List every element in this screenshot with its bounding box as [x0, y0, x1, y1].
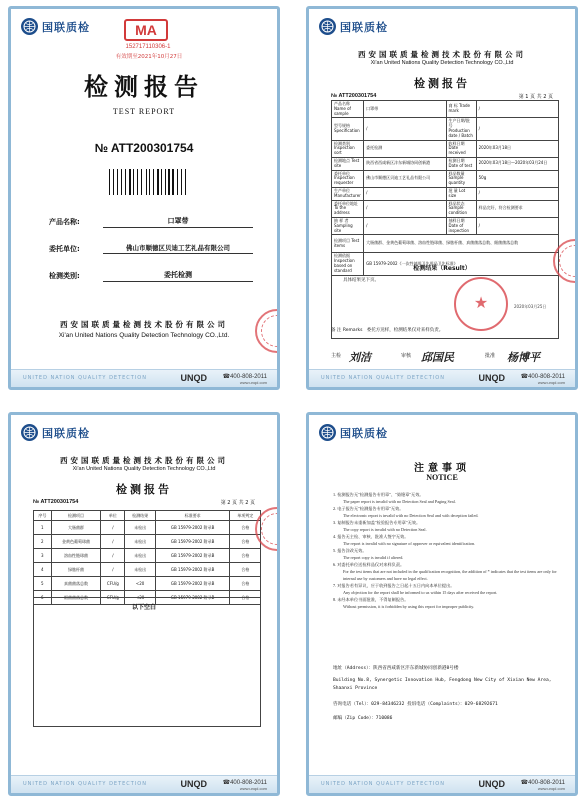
table-cell: / [101, 549, 125, 563]
barcode-bar [183, 169, 184, 195]
info-label: 委托单位地址 To the address [332, 200, 364, 217]
sign-label-inspector: 主检 [331, 353, 342, 359]
barcode-bar [147, 169, 148, 195]
table-row [34, 549, 261, 563]
page-indicator: 第 1 页 共 2 页 [518, 94, 553, 100]
table-cell: GB 15979-2002 附录B [155, 591, 230, 605]
info-row [332, 118, 559, 140]
barcode-bar [113, 169, 114, 195]
info-label: 样品状态 Sample condition [446, 200, 476, 217]
globe-logo-icon [319, 18, 336, 35]
signature-inspector: 刘洁 [349, 351, 371, 364]
barcode-bar [146, 169, 147, 195]
report-number: № ATT200301754 [33, 499, 79, 505]
table-cell: 真菌菌落总数 [51, 577, 101, 591]
table-row [34, 521, 261, 535]
info-row [332, 170, 559, 187]
barcode-bar [161, 169, 162, 195]
table-cell: 未检出 [125, 563, 156, 577]
notice-item-en: Any objection for the report shall be informed to us within 15 days after received the report. [343, 590, 498, 595]
table-cell: 未检出 [125, 521, 156, 535]
barcode-bar [133, 169, 134, 195]
globe-logo-icon [21, 424, 38, 441]
barcode-bar [167, 169, 168, 195]
info-value: / [364, 118, 446, 140]
cma-number: 152717110306-1 [125, 44, 171, 50]
info-row [332, 217, 559, 234]
table-cell: GB 15979-2002 附录B [155, 535, 230, 549]
company-name-en: Xi'an United Nations Quality Detection Technology CO.,Ltd. [58, 332, 230, 339]
info-value: / [364, 200, 446, 217]
field-value-product: 口罩带 [103, 216, 253, 228]
footer-logo: UNQD [478, 779, 505, 789]
notice-item-cn: 3. 复制报告未重新加盖"检验报告专用章"无效。 [333, 520, 421, 525]
barcode-bar [121, 169, 122, 195]
info-label: 收样日期 Date received [446, 140, 476, 157]
footer-phone: ☎400-808-2011 [222, 780, 267, 786]
brand-name: 国联质检 [42, 426, 90, 440]
info-label: 产品名称 Name of sample [332, 101, 364, 118]
info-value: / [364, 217, 446, 234]
barcode-bar [165, 169, 166, 195]
barcode-bar [175, 169, 176, 195]
company-name-cn: 西安国联质量检测技术股份有限公司 [358, 50, 526, 59]
report-title-en: TEST REPORT [112, 107, 176, 116]
address-cn: 地址（Address）：陕西省西咸新区沣东新城协同创新港8号楼 [333, 666, 459, 671]
info-value: 委托检测 [364, 140, 446, 157]
sign-label-reviewer: 审核 [401, 353, 412, 359]
report-results-page [8, 412, 280, 796]
info-row [332, 101, 559, 118]
info-label: 生产单位 Manufacturer [332, 187, 364, 200]
info-label: 委托单位 Inspection requester [332, 170, 364, 187]
report-number: № ATT200301754 [331, 93, 377, 99]
notice-item-cn: 7. 对报告若有异议，应于收到报告之日起十五日内向本单位提出。 [333, 583, 455, 588]
table-cell: <20 [125, 591, 156, 605]
stamp-date: 2020年03月25日 [514, 304, 547, 309]
table-cell: 5 [34, 577, 52, 591]
barcode-bar [179, 169, 180, 195]
table-row [34, 563, 261, 577]
table-cell: GB 15979-2002 附录B [155, 563, 230, 577]
notice-item-cn: 6. 对委托单位送检样品仅对来样负责。 [333, 562, 405, 567]
info-value: / [476, 187, 558, 200]
report-cover-page [8, 6, 280, 390]
notice-title-en: NOTICE [426, 473, 458, 482]
notice-item-cn: 2. 电子报告无"检测报告专用章"无效。 [333, 506, 404, 511]
info-value: GB 15979-2002《一次性使用卫生用品卫生标准》 [364, 253, 559, 275]
table-cell: 细菌菌落总数 [51, 591, 101, 605]
page-footer [309, 369, 575, 387]
barcode-bar [177, 169, 178, 195]
test-results-table [33, 510, 261, 605]
info-value: / [476, 101, 558, 118]
info-row [332, 140, 559, 157]
info-value: 大肠菌群、金黄色葡萄球菌、溶血性链球菌、绿脓杆菌、真菌菌落总数、细菌菌落总数 [364, 235, 559, 253]
info-value: 口罩带 [364, 101, 446, 118]
footer-web: www.unqd.com [239, 786, 267, 791]
table-cell: / [101, 535, 125, 549]
notice-title: 注意事项 [414, 463, 470, 474]
barcode-bar [139, 169, 140, 195]
table-cell: 2 [34, 535, 52, 549]
barcode-bar [127, 169, 128, 195]
info-value: / [476, 217, 558, 234]
report-number: № ATT200301754 [94, 141, 194, 155]
info-value: 陕西省西咸新区沣东新城协同创新港 [364, 157, 446, 170]
brand-header [319, 18, 388, 35]
info-row [332, 157, 559, 170]
info-value: / [364, 187, 446, 200]
table-cell: 未检出 [125, 549, 156, 563]
table-cell: / [101, 563, 125, 577]
barcode-bar [117, 169, 118, 195]
barcode-bar [157, 169, 159, 195]
barcode-bar [168, 169, 169, 195]
column-header: 序号 [34, 511, 52, 521]
table-cell: 4 [34, 563, 52, 577]
page-footer [11, 369, 277, 387]
info-label: 生产日期/批号 Production date / Batch [446, 118, 476, 140]
brand-name: 国联质检 [340, 426, 388, 440]
paging-seal [255, 309, 280, 353]
barcode-bar [143, 169, 145, 195]
report-title: 检测报告 [414, 77, 470, 90]
info-label: 检测日期 Date of test [446, 157, 476, 170]
barcode-bar [181, 169, 182, 195]
barcode [109, 169, 187, 195]
info-label: 抽 样 者 Sampling site [332, 217, 364, 234]
notice-item-cn: 8. 未经本单位书面批准，不得复制报告。 [333, 597, 409, 602]
footer-slogan: UNITED NATION QUALITY DETECTION [23, 375, 147, 381]
info-row [332, 235, 559, 253]
footer-web: www.unqd.com [537, 786, 565, 791]
table-cell: 6 [34, 591, 52, 605]
table-cell: 大肠菌群 [51, 521, 101, 535]
notice-item-en: The copy report is invalid with no Detection Seal. [343, 527, 427, 532]
table-row [34, 577, 261, 591]
barcode-bar [137, 169, 138, 195]
barcode-bar [135, 169, 136, 195]
table-cell: 金黄色葡萄球菌 [51, 535, 101, 549]
remarks-row [331, 327, 559, 333]
table-cell: <20 [125, 577, 156, 591]
company-name-cn: 西安国联质量检测技术股份有限公司 [60, 320, 228, 329]
signature-reviewer: 邱国民 [421, 351, 454, 364]
result-title: 检测结果（Result） [413, 265, 471, 272]
info-label: 检测依据 Inspection based on standard [332, 253, 364, 275]
table-row [34, 535, 261, 549]
brand-header [319, 424, 388, 441]
official-stamp [454, 277, 508, 331]
barcode-bar [160, 169, 161, 195]
report-title: 检测报告 [116, 483, 172, 496]
table-cell: 溶血性链球菌 [51, 549, 101, 563]
cma-valid-date: 有效期至2021年10月27日 [115, 54, 183, 60]
barcode-bar [172, 169, 174, 195]
brand-header [21, 18, 90, 35]
notice-item-cn: 5. 报告涂改无效。 [333, 548, 367, 553]
barcode-bar [186, 169, 187, 195]
info-label: 批 量 Lot size [446, 187, 476, 200]
footer-logo: UNQD [478, 373, 505, 383]
table-cell: 合格 [230, 591, 261, 605]
info-row [332, 200, 559, 217]
notice-page [306, 412, 578, 796]
sample-info-table [331, 100, 559, 276]
footer-web: www.unqd.com [239, 380, 267, 385]
notice-item-cn: 1. 检测报告无"检测报告专用章"、"骑缝章"无效。 [333, 492, 424, 497]
signature-approver: 杨博平 [507, 351, 540, 364]
field-value-category: 委托检测 [103, 270, 253, 282]
table-header-row [34, 511, 261, 521]
barcode-bar [123, 169, 124, 195]
page-footer [11, 775, 277, 793]
footer-slogan: UNITED NATION QUALITY DETECTION [23, 781, 147, 787]
footer-web: www.unqd.com [537, 380, 565, 385]
company-name-en: Xi'an United Nations Quality Detection Technology CO.,Ltd [370, 60, 514, 66]
info-value: 2020年03月18日 [476, 140, 558, 157]
column-header: 单项判定 [230, 511, 261, 521]
barcode-bar [119, 169, 120, 195]
table-cell: CFU/g [101, 591, 125, 605]
barcode-bar [163, 169, 164, 195]
page-indicator: 第 2 页 共 2 页 [220, 500, 255, 506]
footer-phone: ☎400-808-2011 [520, 374, 565, 380]
info-label: 型号规格 Specification [332, 118, 364, 140]
sign-label-approver: 批准 [485, 353, 496, 359]
table-cell: 合格 [230, 563, 261, 577]
footer-slogan: UNITED NATION QUALITY DETECTION [321, 781, 445, 787]
column-header: 检测结果 [125, 511, 156, 521]
barcode-bar [115, 169, 117, 195]
footer-phone: ☎400-808-2011 [222, 374, 267, 380]
table-cell: / [101, 521, 125, 535]
table-cell: GB 15979-2002 附录B [155, 549, 230, 563]
table-cell: 未检出 [125, 535, 156, 549]
address-en: Building No.8, Synergetic Innovation Hub, Fengdong New City of Xixian New Area, Shaanxi Province [333, 678, 552, 691]
field-label-category: 检测类别: [49, 272, 80, 280]
footer-slogan: UNITED NATION QUALITY DETECTION [321, 375, 445, 381]
page-footer [309, 775, 575, 793]
barcode-bar [171, 169, 172, 195]
footer-logo: UNQD [180, 779, 207, 789]
column-header: 检测项目 [51, 511, 101, 521]
table-cell: CFU/g [101, 577, 125, 591]
remarks-label: 备 注 Remarks [331, 328, 363, 333]
column-header: 单位 [101, 511, 125, 521]
barcode-bar [141, 169, 142, 195]
report-info-page [306, 6, 578, 390]
brand-name: 国联质检 [42, 20, 90, 34]
notice-item-cn: 4. 报告无主检、审核、批准人签字无效。 [333, 534, 409, 539]
info-value: 50g [476, 170, 558, 187]
table-cell: 3 [34, 549, 52, 563]
info-label: 商 标 Trade mark [446, 101, 476, 118]
barcode-bar [149, 169, 150, 195]
notice-item-en: The paper report is invalid with no Detection Seal and Paging Seal. [343, 499, 456, 504]
info-value: 佛山市顺德区贝迪工艺礼品有限公司 [364, 170, 446, 187]
info-label: 检测地点 Test site [332, 157, 364, 170]
company-name-en: Xi'an United Nations Quality Detection Technology CO.,Ltd [72, 466, 216, 472]
notice-list [333, 491, 559, 610]
globe-logo-icon [21, 18, 38, 35]
barcode-bar [132, 169, 133, 195]
company-name-cn: 西安国联质量检测技术股份有限公司 [60, 456, 228, 465]
remarks-text: 委托方送样，检测结果仅对来样负责。 [366, 328, 444, 333]
notice-item-en: The report is invalid with no signature of approver or equivalent identification. [343, 541, 476, 546]
info-value: 样品完好，符合检测要求 [476, 200, 558, 217]
notice-item-en: For the test items that are not included in the qualification recognition, the addition of * indicates that the test items are only for internal use by customers and have no legal effect. [343, 569, 557, 581]
info-label: 样品数量 Sample quantity [446, 170, 476, 187]
brand-name: 国联质检 [340, 20, 388, 34]
barcode-bar [151, 169, 152, 195]
info-row [332, 187, 559, 200]
barcode-bar [111, 169, 112, 195]
cma-mark: MA [124, 19, 168, 41]
field-value-client: 佛山市顺德区贝迪工艺礼品有限公司 [103, 243, 253, 254]
table-cell: 绿脓杆菌 [51, 563, 101, 577]
info-label: 检测类别 Inspection sort [332, 140, 364, 157]
info-value: 2020年03月18日—2020年03月24日 [476, 157, 558, 170]
blank-area [33, 597, 261, 727]
table-cell: GB 15979-2002 附录B [155, 577, 230, 591]
table-cell: 合格 [230, 577, 261, 591]
table-cell: 合格 [230, 535, 261, 549]
info-label: 抽样日期 Date of inspection [446, 217, 476, 234]
column-header: 标准要求 [155, 511, 230, 521]
blank-below-note: 以下空白 [131, 604, 156, 611]
notice-item-en: The electronic report is invalid with no Detection Seal and with deception failed. [343, 513, 479, 518]
barcode-bar [153, 169, 154, 195]
brand-header [21, 424, 90, 441]
barcode-bar [129, 169, 131, 195]
report-title: 检测报告 [84, 72, 204, 101]
barcode-bar [125, 169, 126, 195]
barcode-bar [109, 169, 110, 195]
table-cell: GB 15979-2002 附录B [155, 521, 230, 535]
notice-item-en: The report copy is invalid if altered. [343, 555, 404, 560]
globe-logo-icon [319, 424, 336, 441]
contact-phone: 咨询电话（Tel）：029-84346232 投诉电话（Complaints）：029-68292671 [333, 702, 498, 707]
barcode-bar [185, 169, 186, 195]
footer-logo: UNQD [180, 373, 207, 383]
footer-phone: ☎400-808-2011 [520, 780, 565, 786]
notice-item-en: Without permission, it is forbidden by using this report for improper publicity. [343, 604, 475, 609]
info-label: 检测项目 Test items [332, 235, 364, 253]
table-cell: 合格 [230, 549, 261, 563]
result-text: 具体结果见下页。 [343, 278, 379, 283]
info-value: / [476, 118, 558, 140]
field-label-product: 产品名称: [49, 218, 80, 226]
table-cell: 1 [34, 521, 52, 535]
table-cell: 合格 [230, 521, 261, 535]
barcode-bar [154, 169, 155, 195]
field-label-client: 委托单位: [49, 245, 80, 253]
zip-code: 邮编（Zip Code）：710086 [333, 716, 393, 721]
